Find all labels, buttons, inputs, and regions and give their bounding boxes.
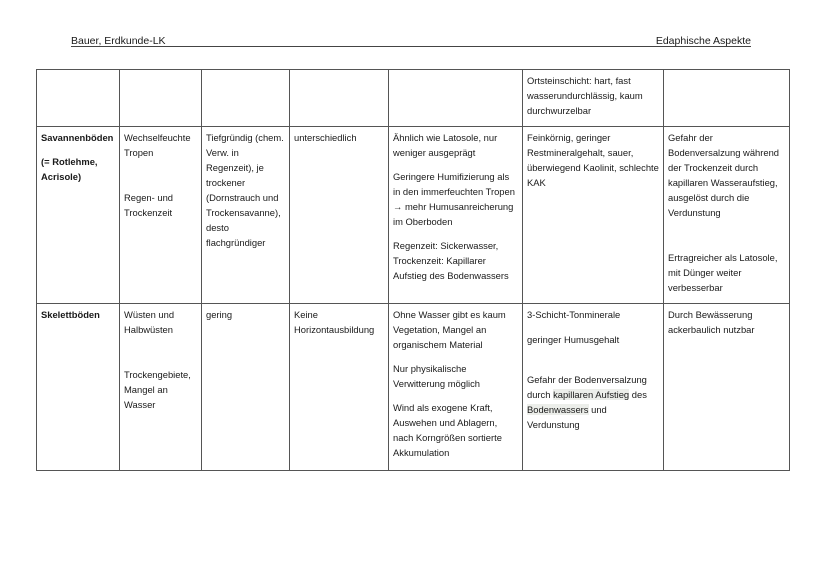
cell-use — [664, 70, 790, 127]
cell-minerals — [523, 304, 664, 471]
cell-processes — [389, 70, 523, 127]
cell-depth — [202, 70, 290, 127]
cell-depth — [202, 304, 290, 471]
soil-table — [36, 69, 790, 471]
text-run: und Verdunstung — [527, 404, 607, 430]
cell-soil — [37, 127, 120, 304]
table-row — [37, 304, 790, 471]
cell-minerals — [523, 127, 664, 304]
cell-soil — [37, 304, 120, 471]
cell-minerals — [523, 70, 664, 127]
text-run: Gefahr der Bodenversalzung durch — [527, 374, 647, 400]
use-text: Ertragreicher als Latosole, mit Dünger weiter verbesserbar — [668, 252, 778, 293]
process-text: Wind als exogene Kraft, Auswehen und Ablagern, nach Korngrößen sortierte Akkumulation — [393, 402, 502, 458]
use-text: Durch Bewässerung ackerbaulich nutzbar — [668, 309, 755, 335]
cell-climate — [120, 127, 202, 304]
process-text: Geringere Humifizierung als in den immerfeuchten Tropen → mehr Humusanreicherung im Oberboden — [393, 171, 515, 227]
depth-text: Tiefgründig (chem. Verw. in Regenzeit), je trockener (Dornstrauch und Trockensavanne), desto flachgründiger — [206, 132, 284, 248]
mineral-text: Ortsteinschicht: hart, fast wasserundurchlässig, kaum durchwurzelbar — [527, 75, 643, 116]
horizon-text: Keine Horizontausbildung — [294, 309, 375, 335]
header-right: Edaphische Aspekte — [655, 35, 751, 47]
header-left: Bauer, Erdkunde-LK — [71, 35, 166, 47]
process-text: Nur physikalische Verwitterung möglich — [393, 363, 481, 389]
mineral-text: 3-Schicht-Tonminerale — [527, 309, 621, 320]
cell-processes — [389, 304, 523, 471]
cell-horizon — [290, 304, 389, 471]
mineral-salinization-text — [527, 372, 659, 432]
table-row — [37, 127, 790, 304]
header-rule — [71, 46, 751, 47]
cell-depth — [202, 127, 290, 304]
table-row — [37, 70, 790, 127]
cell-use — [664, 304, 790, 471]
climate-detail: Trockengebiete, Mangel an Wasser — [124, 369, 191, 410]
cell-climate — [120, 304, 202, 471]
cell-horizon — [290, 127, 389, 304]
mineral-text: Feinkörnig, geringer Restmineralgehalt, sauer, überwiegend Kaolinit, schlechte KAK — [527, 132, 659, 188]
cell-horizon — [290, 70, 389, 127]
depth-text: gering — [206, 309, 233, 320]
highlighted-text: kapillaren Aufstieg — [553, 389, 630, 400]
cell-climate — [120, 70, 202, 127]
soil-name: Savannenböden — [41, 132, 114, 143]
cell-soil — [37, 70, 120, 127]
highlighted-text: Bodenwassers — [527, 404, 589, 415]
climate-zone: Wüsten und Halbwüsten — [124, 309, 175, 335]
horizon-text: unterschiedlich — [294, 132, 357, 143]
text-run: des — [629, 389, 647, 400]
climate-detail: Regen- und Trockenzeit — [124, 192, 173, 218]
cell-use — [664, 127, 790, 304]
process-text: Ohne Wasser gibt es kaum Vegetation, Mangel an organischem Material — [393, 309, 506, 350]
cell-processes — [389, 127, 523, 304]
use-text: Gefahr der Bodenversalzung während der Trockenzeit durch kapillaren Wasseraufstieg, ausgelöst durch die Verdunstung — [668, 132, 780, 218]
process-text: Ähnlich wie Latosole, nur weniger ausgeprägt — [393, 132, 498, 158]
soil-name: Skelettböden — [41, 309, 100, 320]
mineral-text: geringer Humusgehalt — [527, 334, 620, 345]
process-text: Regenzeit: Sickerwasser, Trockenzeit: Kapillarer Aufstieg des Bodenwassers — [393, 240, 509, 281]
soil-synonym: (= Rotlehme, Acrisole) — [41, 156, 98, 182]
climate-zone: Wechselfeuchte Tropen — [124, 132, 191, 158]
